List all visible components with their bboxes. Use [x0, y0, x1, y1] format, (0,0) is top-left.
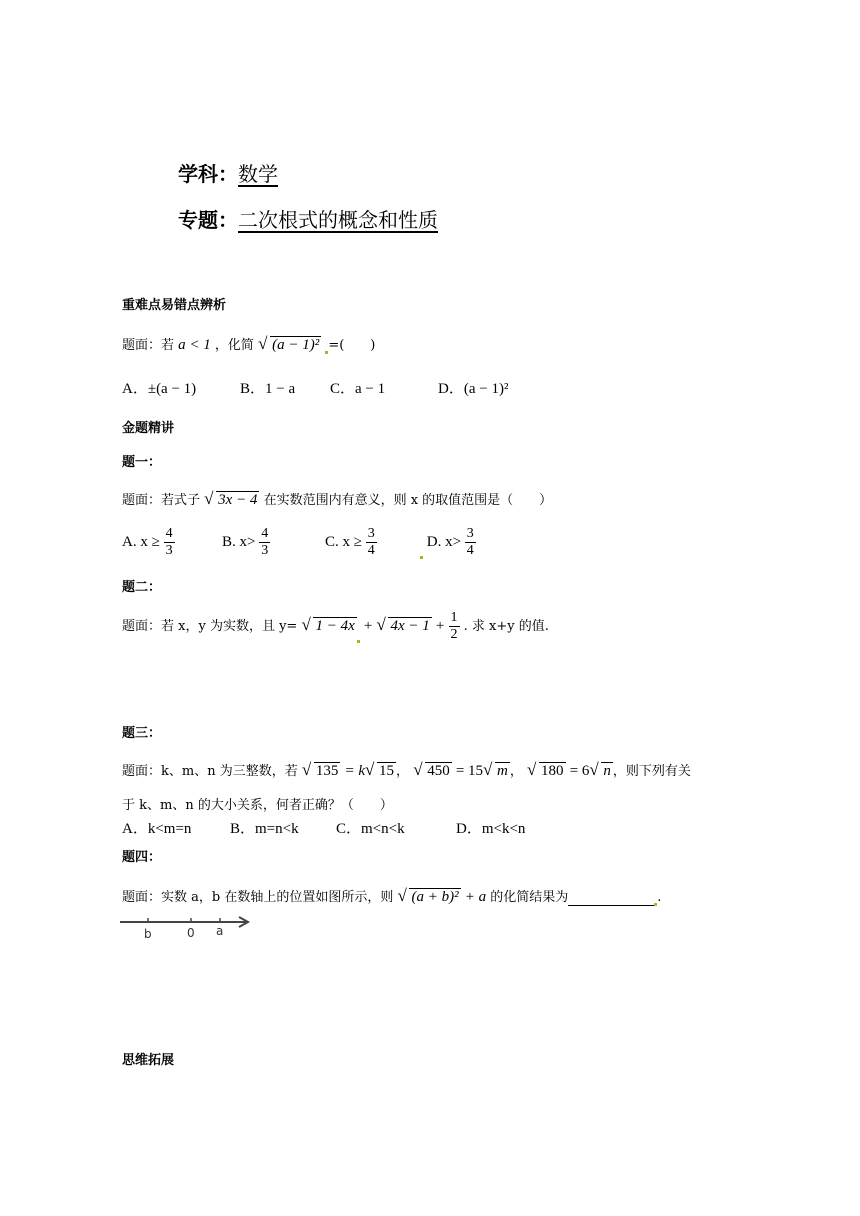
q1-stem: [122, 489, 552, 509]
q2-tail: . 求 x+y 的值.: [463, 619, 549, 634]
q3-prefix: 题面：k、m、n 为三整数，若: [122, 764, 298, 779]
q2-prefix: 题面：若 x，y 为实数，且 y=: [122, 619, 298, 634]
subject-key: 学科：: [178, 162, 238, 186]
subject-value: 数学: [238, 162, 278, 186]
q3-radical-1b: √ 15: [365, 763, 396, 780]
q1-prefix: 题面：若式子: [122, 493, 201, 508]
q1-option-c: C. x ≥ $\frac{3}{4}$: [325, 526, 375, 558]
q1-fraction-d: $\frac{3}{4}$: [466, 526, 474, 558]
q0-option-b: B．1 − a: [240, 381, 296, 397]
q0-option-d: D．(a − 1)²: [438, 381, 509, 397]
q2-title: 题二：: [122, 580, 162, 595]
q4-prefix: 题面：实数 a，b 在数轴上的位置如图所示，则: [122, 890, 394, 905]
q1-fraction-a: $\frac{4}{3}$: [165, 526, 173, 558]
q3-title: 题三：: [122, 726, 162, 741]
q3-radical-2: √ 450: [413, 763, 452, 780]
q1-tail: 在实数范围内有意义，则 x 的取值范围是（ ）: [263, 493, 553, 508]
q0-prefix: 题面：若: [122, 338, 175, 353]
q4-tail: 的化简结果为: [490, 890, 569, 905]
q2-radical-2: √ 4x − 1: [376, 618, 431, 635]
q3-stem-line2: 于 k、m、n 的大小关系，何者正确？（ ）: [122, 798, 393, 813]
q0-condition: a < 1: [178, 337, 211, 353]
section-thinking: 思维拓展: [122, 1053, 175, 1068]
subject-line: [178, 158, 278, 187]
q3-radical-3b: √ n: [589, 763, 613, 780]
q4-radical: √ (a + b)²: [397, 889, 460, 906]
q3-option-a: A．k<m=n: [122, 821, 192, 837]
q3-radical-1: √ 135: [302, 763, 341, 780]
q1-option-a: A. x ≥ $\frac{4}{3}$: [122, 526, 173, 558]
q2-stem: 题面：若 x，y 为实数，且 y= √ 1 − 4x + √ 4x − 1 + $\frac{1}{2}$ . 求 x+y 的值.: [122, 610, 549, 643]
q2-radical-1: √ 1 − 4x: [301, 618, 356, 635]
marker-dot: [420, 556, 423, 559]
q3-radical-3: √ 180: [527, 763, 566, 780]
q1-option-d: D. x> $\frac{3}{4}$: [420, 526, 476, 559]
q3-option-b: B．m=n<k: [230, 821, 299, 837]
q4-title: 题四：: [122, 850, 162, 865]
marker-dot: [357, 640, 360, 643]
q3-radical-2b: √ m: [483, 763, 510, 780]
section-gold: 金题精讲: [122, 421, 175, 436]
topic-value: 二次根式的概念和性质: [238, 208, 438, 232]
q1-radical: √ 3x − 4: [204, 492, 259, 509]
topic-line: [178, 204, 438, 233]
axis-label-0: 0: [187, 926, 195, 940]
q1-fraction-b: $\frac{4}{3}$: [261, 526, 269, 558]
q0-tail: =( ): [328, 338, 376, 353]
q0-radical: √ (a − 1)²: [258, 337, 321, 354]
q4-stem: 题面：实数 a，b 在数轴上的位置如图所示，则 √ (a + b)² + a 的化简结果为 .: [122, 886, 661, 906]
q3-option-c: C．m<n<k: [336, 821, 405, 837]
number-line: [118, 912, 258, 942]
q2-fraction: $\frac{1}{2}$: [450, 610, 458, 642]
q1-fraction-c: $\frac{3}{4}$: [367, 526, 375, 558]
topic-key: 专题：: [178, 208, 238, 232]
section-difficulty: 重难点易错点辨析: [122, 298, 227, 313]
answer-blank[interactable]: [568, 892, 654, 906]
q3-option-d: D．m<k<n: [456, 821, 526, 837]
axis-label-b: b: [144, 927, 152, 941]
q1-title: 题一：: [122, 455, 162, 470]
q3-stem: 题面：k、m、n 为三整数，若 √ 135 = k√ 15 ， √ 450 = 15√ m ， √ 180 = 6√ n ，则下列有关: [122, 760, 691, 780]
q0-mid: ，化简: [214, 338, 254, 353]
q0-option-c: C．a − 1: [330, 381, 386, 397]
q0-option-a: A．±(a − 1): [122, 381, 197, 397]
axis-label-a: a: [216, 924, 224, 938]
q0-stem: [122, 334, 375, 354]
q1-option-b: B. x> $\frac{4}{3}$: [222, 526, 269, 558]
